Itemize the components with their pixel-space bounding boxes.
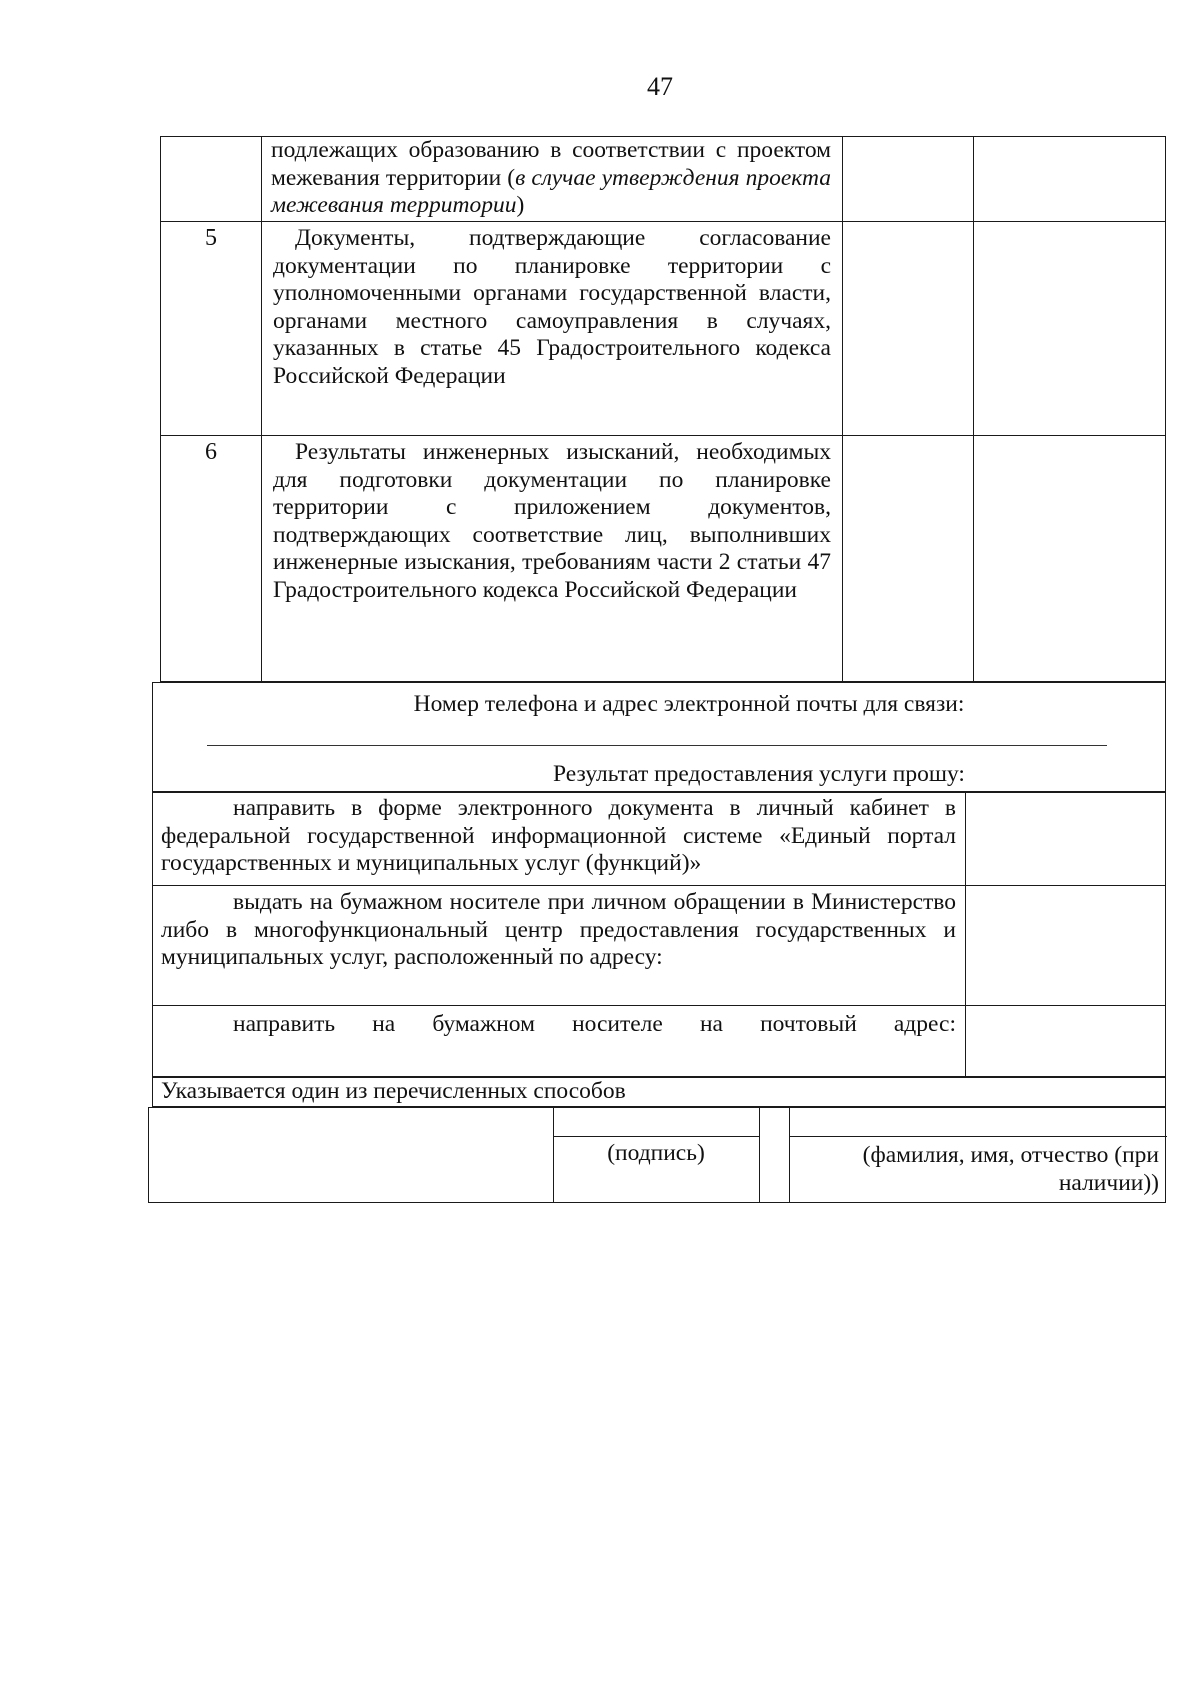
row-number: 5 <box>205 225 217 251</box>
row-number: 6 <box>205 439 217 465</box>
contact-label: Номер телефона и адрес электронной почты для связи: <box>413 691 965 717</box>
row-text-main: подлежащих образованию в соответствии с проектом межевания территории ( <box>271 137 831 191</box>
result-options <box>152 792 1166 1077</box>
signature-field[interactable] <box>553 1108 759 1136</box>
full-name-field[interactable] <box>789 1108 1167 1136</box>
contact-section <box>152 682 1166 792</box>
result-heading: Результат предоставления услуги прошу: <box>553 761 965 787</box>
documents-table <box>160 136 1166 682</box>
row-text: Результаты инженерных изысканий, необходимых для подготовки документации по планировке территории с приложением документов, подтверждающих соответствие лиц, выполнивших инженерные изыскания, требованиям части 2 статьи 47 Градостроительного кодекса Российской Федерации <box>273 439 831 603</box>
contact-input-line[interactable] <box>207 745 1107 746</box>
page-number: 47 <box>647 72 673 101</box>
row-text-tail: ) <box>516 192 525 218</box>
note-row <box>152 1077 1166 1107</box>
row-text <box>271 137 831 220</box>
option-text: выдать на бумажном носителе при личном обращении в Министерство либо в многофункциональный центр предоставления государственных и муниципальных услуг, расположенный по адресу: <box>161 889 956 970</box>
row-text: Документы, подтверждающие согласование документации по планировке территории с уполномоченными органами государственной власти, органами местного самоуправления в случаях, указанных в статье 45 Градостроительного кодекса Российской Федерации <box>273 225 831 389</box>
signature-label: (подпись) <box>607 1140 705 1166</box>
signature-section <box>148 1107 1166 1203</box>
row-text-italic: в случае утверждения проекта межевания территории <box>271 164 831 218</box>
option-text: направить в форме электронного документа в личный кабинет в федеральной государственной информационной системе «Единый портал государственных и муниципальных услуг (функций)» <box>161 795 956 876</box>
note-text: Указывается один из перечисленных способов <box>161 1078 626 1104</box>
option-text: направить на бумажном носителе на почтовый адрес: <box>233 1011 956 1037</box>
full-name-label: (фамилия, имя, отчество (при наличии)) <box>862 1142 1159 1196</box>
